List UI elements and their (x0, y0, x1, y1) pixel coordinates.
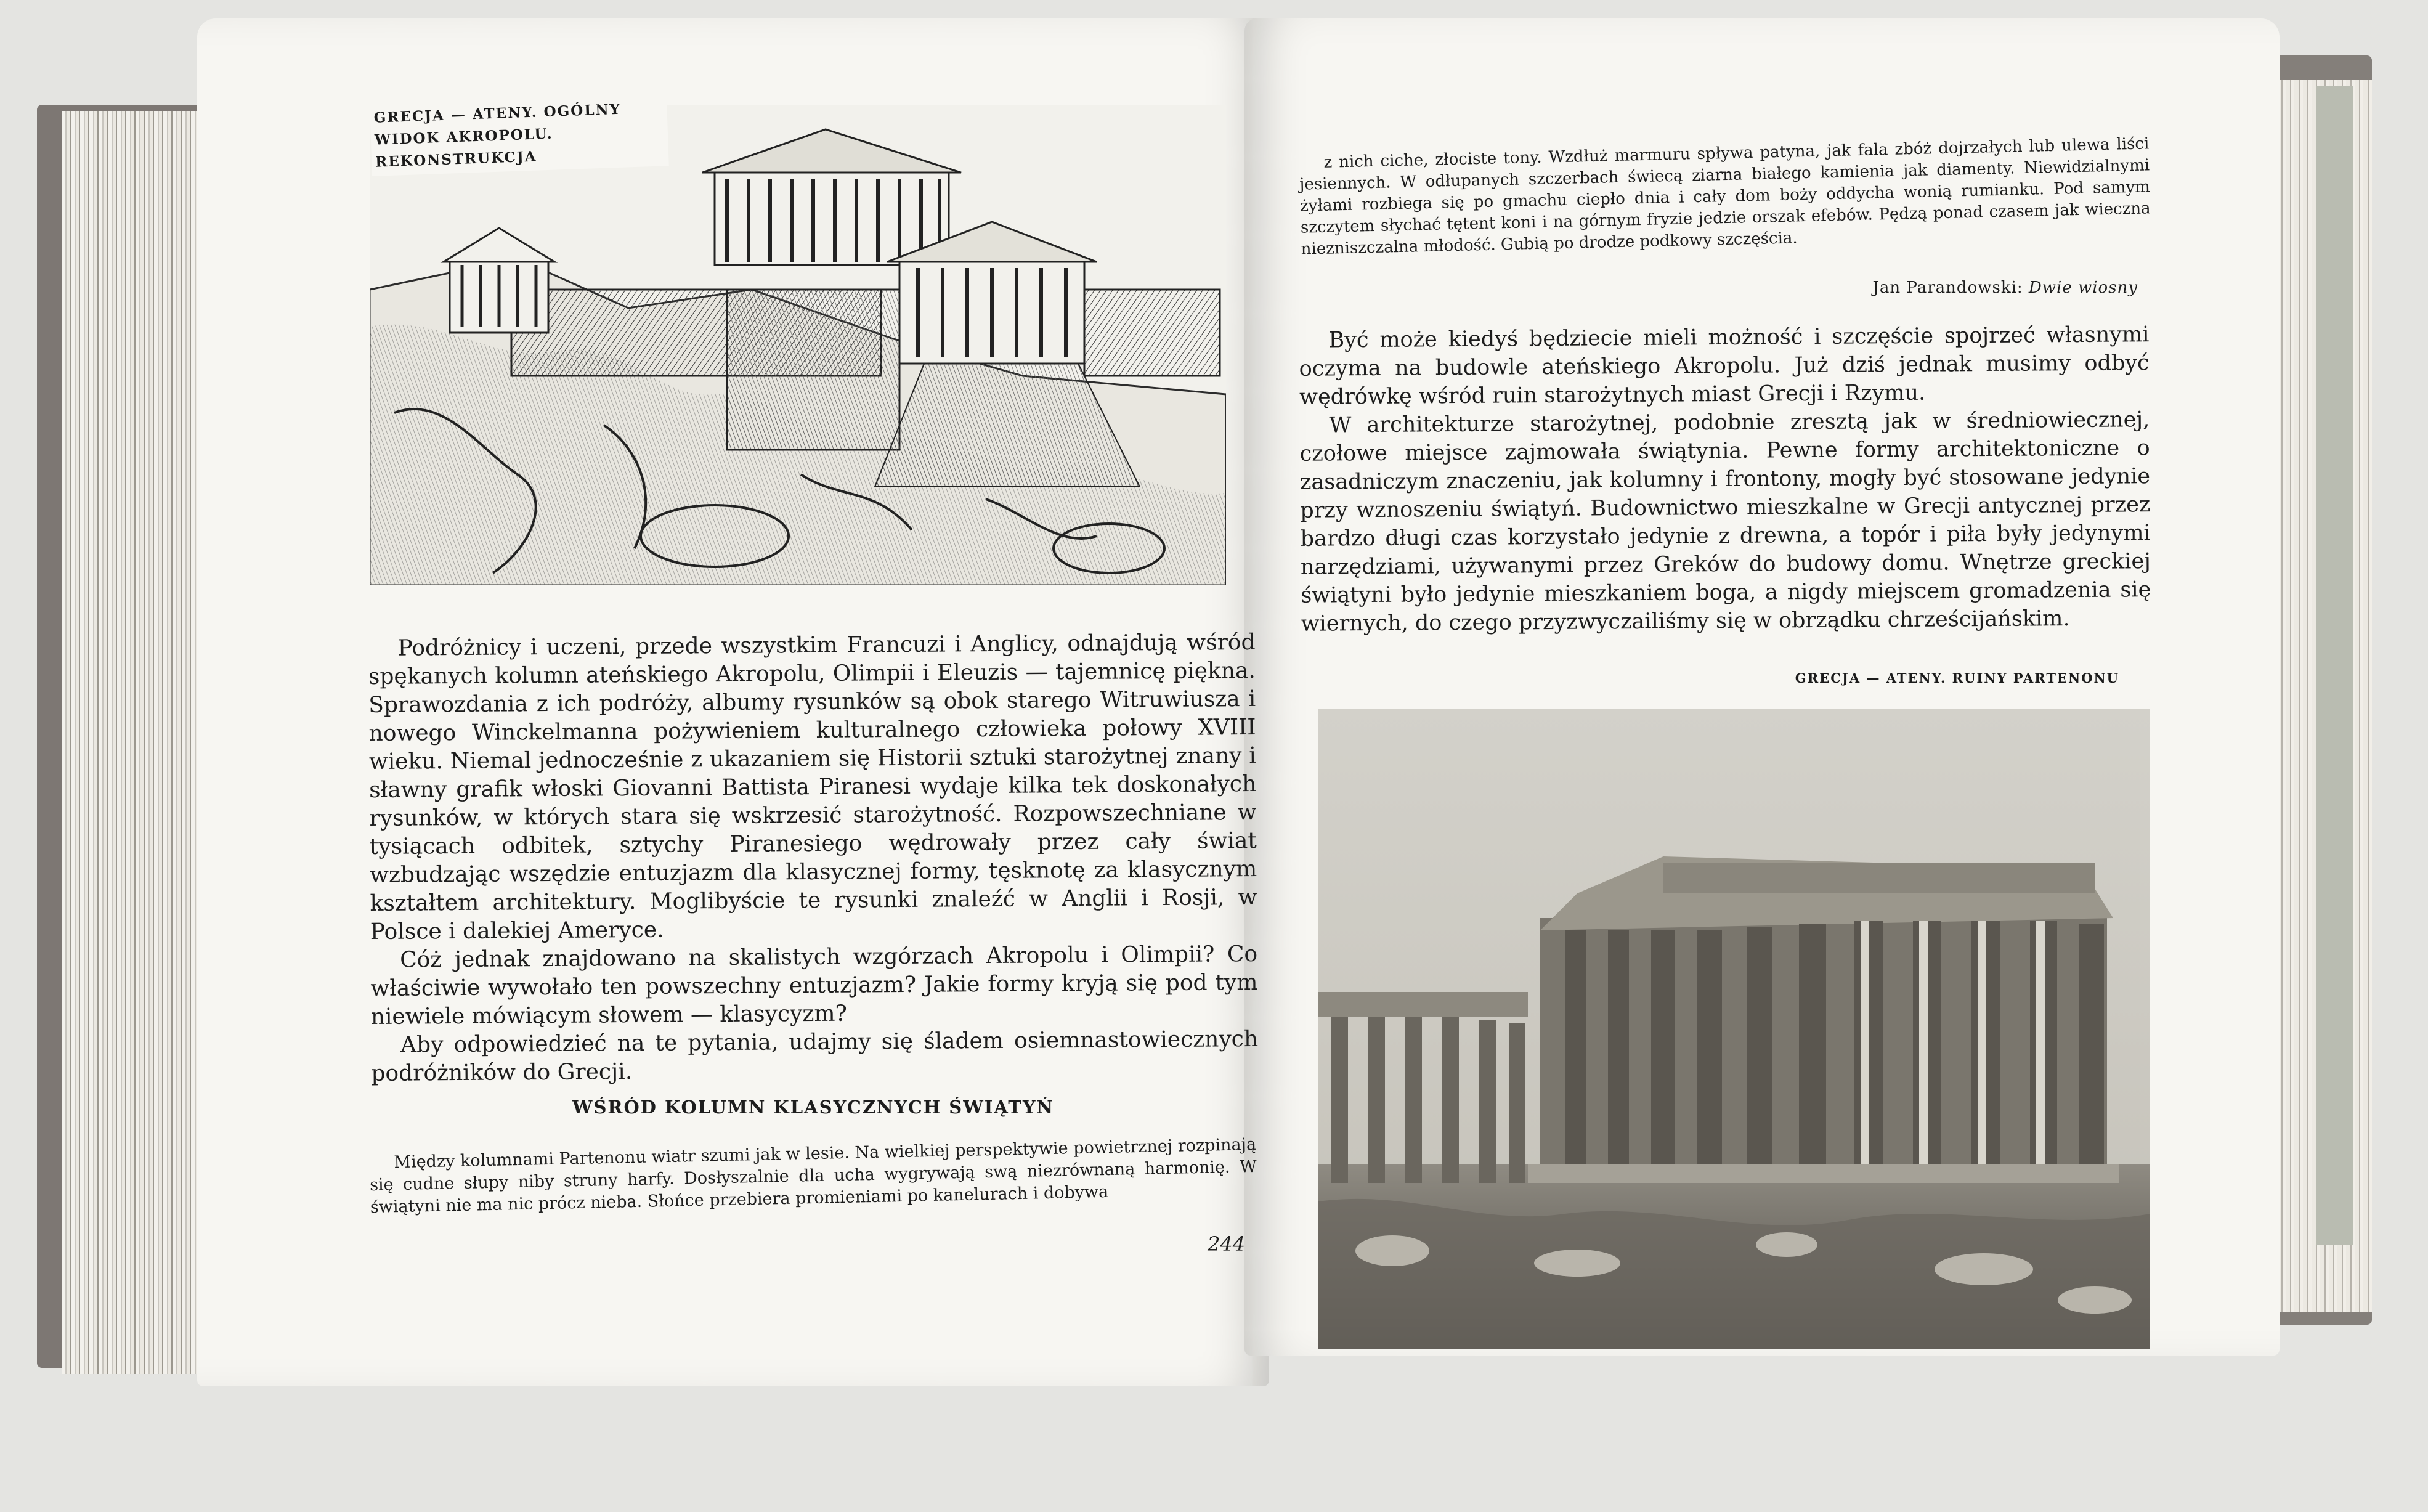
paragraph: W architekturze starożytnej, podobnie zresztą jak w średniowiecznej, czołowe miejsce zajmowała świątynia. Pewne formy architektoniczne o zasadniczym znaczeniu, jak kolumny i frontony, mogły być stosowane jedynie przy wznoszeniu świątyń. Budownictwo mieszkalne w Grecji antycznej przez bardzo długi czas korzystało jedynie z drewna, a topór i piła były jedynymi narzędziami, używanymi przez Greków do budowy domu. Wnętrze greckiej świątyni było jedynie mieszkaniem boga, a nigdy miejscem gromadzenia się wiernych, do czego przyzwyczailiśmy się w obrządku chrześcijańskim. (1299, 407, 2151, 636)
illustration-caption: GRECJA — ATENY. OGÓLNY WIDOK AKROPOLU. REKONSTRUKCJA (370, 94, 669, 176)
quote-attribution (1663, 278, 2138, 297)
endpaper-strip (2316, 86, 2353, 1245)
photo-caption: GRECJA — ATENY. RUINY PARTENONU (1795, 670, 2119, 686)
paragraph: Aby odpowiedzieć na te pytania, udajmy się śladem osiemnastowiecznych podróżników do Grecji. (371, 1026, 1259, 1087)
paragraph: Cóż jednak znajdowano na skalistych wzgórzach Akropolu i Olimpii? Co właściwie wywołało ten powszechny entuzjazm? Jakie formy kryją się pod tym niewiele mówiącym słowem — klasycyzm? (370, 941, 1258, 1030)
quote-text: z nich ciche, złociste tony. Wzdłuż marmuru spływa patyna, jak fala zbóż dojrzałych lub ulewa liści jesiennych. W odłupanych szczerbach świecą ziarna białego kamienia jak diamenty. Niewidzialnymi żyłami rozbiega się po gmachu ciepło dnia i cały dom boży oddycha wonią rumianku. Pod samym szczytem słychać tętent koni i na górnym fryzie jedzie orszak efebów. Pędzą ponad czasem jak wieczna niezniszczalna młodość. Gubią po drodze podkowy szczęścia. (1299, 134, 2151, 259)
section-heading: WŚRÓD KOLUMN KLASYCZNYCH ŚWIĄTYŃ (572, 1097, 1055, 1118)
parthenon-photo (1318, 709, 2150, 1349)
left-page-body (368, 628, 1258, 1088)
acropolis-reconstruction-illustration (370, 105, 1226, 585)
attribution-author: Jan Parandowski: (1872, 278, 2023, 297)
paragraph: Podróżnicy i uczeni, przede wszystkim Francuzi i Anglicy, odnajdują wśród spękanych kolumn ateńskiego Akropolu, Olimpii i Eleuzis — tajemnicę piękna. Sprawozdania z ich podróży, albumy rysunków są obok starego Witruwiusza i nowego Winckelmanna pożywieniem kulturalnego człowieka połowy XVIII wieku. Niemal jednocześnie z ukazaniem się Historii sztuki starożytnej znany i sławny grafik włoski Giovanni Battista Piranesi wydaje kilka tek doskonałych rysunków, w których stara się wskrzesić starożytność. Rozpowszechniane w tysiącach odbitek, sztychy Piranesiego wędrowały przez cały świat wzbudzając wszędzie entuzjazm dla klasycznej formy, tęsknotę za klasycznym kształtem architektury. Moglibyście te rysunki znaleźć w Anglii i Rosji, w Polsce i dalekiej Ameryce. (368, 629, 1257, 945)
page-number: 244 (1208, 1232, 1246, 1256)
quote-text: Między kolumnami Partenonu wiatr szumi jak w lesie. Na wielkiej perspektywie powietrznej rozpinają się cudne słupy niby struny harfy. Dosłyszalnie dla ucha wygrywają swą niezrównaną harmonię. W świątyni nie ma nic prócz nieba. Słońce przebiera promieniami po kanelurach i dobywa (369, 1134, 1257, 1217)
parthenon-image (1318, 709, 2150, 1349)
paragraph: Być może kiedyś będziecie mieli możność i szczęście spojrzeć własnymi oczyma na budowle ateńskiego Akropolu. Już dziś jednak musimy odbyć wędrówkę wśród ruin starożytnych miast Grecji i Rzymu. (1299, 322, 2150, 410)
right-page-body (1299, 320, 2151, 638)
quote-right (1299, 133, 2151, 260)
acropolis-drawing (370, 105, 1226, 585)
attribution-work: Dwie wiosny (2028, 278, 2138, 297)
